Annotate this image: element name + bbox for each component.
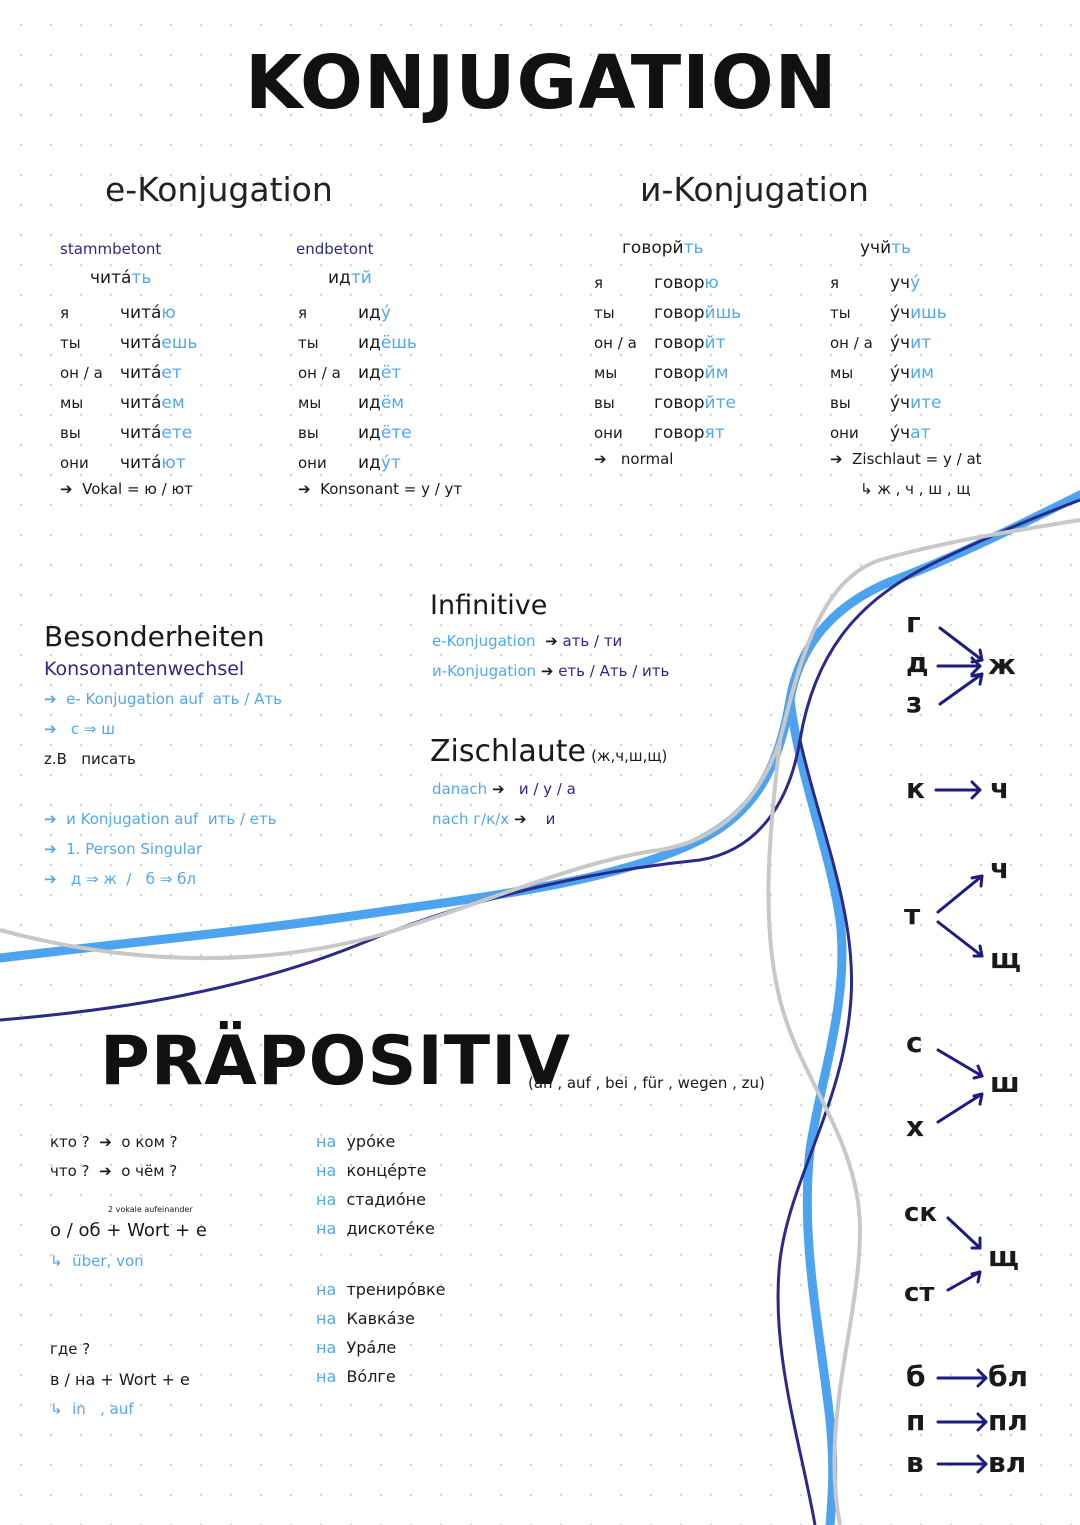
na-list-2 — [316, 1280, 446, 1396]
text: о чём ? — [121, 1162, 178, 1180]
na-phrase — [316, 1161, 435, 1190]
arrow-icon: ➔ — [60, 480, 73, 498]
arrow-icon: ➔ — [540, 662, 554, 680]
text: в / на — [50, 1370, 96, 1389]
formula-v-na-note — [50, 1400, 134, 1418]
verb-stem: ид — [358, 423, 381, 443]
uchit-verb — [860, 238, 911, 258]
shift-k: к — [906, 772, 926, 805]
arrow-icon: ➔ — [44, 810, 57, 828]
note-text: Konsonant = у / ут — [320, 480, 463, 498]
besonder-line-5: ➔ д ⇒ ж / б ⇒ бл — [44, 870, 196, 888]
arrow-icon: ➔ — [830, 450, 843, 468]
infinitive-e — [432, 632, 622, 650]
verb-stem: ид — [358, 303, 381, 323]
shift-zh: ж — [988, 648, 1016, 681]
noun: Урáле — [346, 1338, 397, 1357]
verb-stem: ид — [358, 393, 381, 413]
verb-ending: ть — [683, 238, 704, 258]
shift-v: в — [906, 1446, 924, 1479]
shift-kh: х — [906, 1110, 925, 1143]
verb-stem: говор — [654, 303, 705, 323]
note-text: Zischlaut = у / at — [852, 450, 982, 468]
endbetont-note — [298, 480, 462, 498]
conjugation-row — [594, 358, 741, 388]
pronoun: они — [60, 454, 89, 472]
arrow-icon: ➔ — [545, 632, 558, 650]
page-title: KONJUGATION — [245, 40, 838, 126]
shift-ch: ч — [990, 772, 1010, 805]
formula-v-na — [50, 1370, 190, 1389]
besonder-line-1 — [44, 690, 282, 708]
verb-stem: ид — [328, 268, 351, 288]
uchit-note-2: ↳ ж , ч , ш , щ — [860, 480, 971, 498]
zisch-nach — [432, 810, 555, 828]
verb-stem: говор — [654, 423, 705, 443]
na-phrase — [316, 1280, 446, 1309]
infinitive-heading: Infinitive — [430, 590, 548, 621]
verb-stem: учй — [860, 238, 892, 258]
praepositiv-heading: PRÄPOSITIV — [100, 1022, 572, 1101]
text: и-Konjugation — [432, 662, 537, 680]
conjugation-row — [60, 298, 197, 328]
besonder-line-2 — [44, 720, 115, 738]
verb-stem: говор — [654, 363, 705, 383]
preposition-na: на — [316, 1367, 337, 1386]
verb-stem: ид — [358, 453, 381, 473]
shift-z: з — [906, 686, 923, 719]
na-list-1 — [316, 1132, 435, 1248]
preposition-na: на — [316, 1338, 337, 1357]
conjugation-row — [830, 268, 947, 298]
verb-ending: ют — [161, 453, 186, 473]
question-kto — [50, 1133, 178, 1151]
verb-ending: ите — [910, 393, 942, 413]
text: + Wort + е — [106, 1220, 207, 1241]
verb-ending: ят — [704, 423, 725, 443]
text: + Wort + е — [100, 1370, 190, 1389]
verb-stem: ýч — [890, 423, 911, 443]
e-konjugation-heading: e-Konjugation — [105, 170, 333, 209]
verb-ending: ý — [380, 303, 391, 323]
stammbetont-label: stammbetont — [60, 240, 162, 258]
verb-stem: ýч — [890, 303, 911, 323]
pronoun: они — [830, 424, 859, 442]
conjugation-row — [830, 298, 947, 328]
arrow-icon: ➔ — [44, 690, 57, 708]
text: in — [72, 1400, 86, 1418]
verb-ending: ём — [380, 393, 405, 413]
pronoun: ты — [298, 334, 319, 352]
uchit-table — [830, 268, 947, 448]
shift-shch: щ — [990, 942, 1021, 975]
shift-st: ст — [904, 1278, 935, 1308]
na-phrase — [316, 1219, 435, 1248]
pronoun: ты — [60, 334, 81, 352]
endbetont-table — [298, 298, 417, 478]
text: б ⇒ бл — [145, 870, 196, 888]
arrow-icon: ➔ — [513, 810, 527, 828]
na-phrase — [316, 1367, 446, 1396]
conjugation-row — [830, 418, 947, 448]
praepositiv-prepositions: (an , auf , bei , für , wegen , zu) — [528, 1074, 765, 1092]
return-arrow-icon: ↳ — [50, 1400, 63, 1418]
verb-ending: ý — [910, 273, 921, 293]
conjugation-row — [830, 328, 947, 358]
conjugation-row — [60, 358, 197, 388]
conjugation-row — [60, 418, 197, 448]
preposition-na: на — [316, 1219, 337, 1238]
pronoun: он / а — [830, 334, 873, 352]
verb-ending: ем — [161, 393, 185, 413]
shift-sk: ск — [904, 1198, 938, 1228]
verb-stem: читá — [120, 303, 162, 323]
verb-ending: ете — [161, 423, 193, 443]
verb-ending: ёшь — [380, 333, 417, 353]
govorit-table — [594, 268, 741, 448]
conjugation-row — [298, 298, 417, 328]
noun: дискотéке — [346, 1219, 435, 1238]
verb-ending: йте — [704, 393, 736, 413]
shift-ch2: ч — [990, 852, 1010, 885]
text: danach — [432, 780, 488, 798]
text: e- Konjugation auf — [66, 690, 204, 708]
noun: урóке — [346, 1132, 396, 1151]
pronoun: я — [298, 304, 308, 322]
conjugation-row — [594, 268, 741, 298]
arrow-icon: ➔ — [594, 450, 607, 468]
text: о / об — [50, 1220, 101, 1241]
verb-ending: ёте — [380, 423, 412, 443]
conjugation-row — [594, 388, 741, 418]
pronoun: мы — [830, 364, 854, 382]
return-arrow-icon: ↳ — [50, 1252, 63, 1270]
note-text: normal — [620, 450, 674, 468]
verb-ending: йшь — [704, 303, 742, 323]
question-gde: где ? — [50, 1340, 91, 1358]
shift-t: т — [904, 898, 921, 931]
verb-stem: говор — [654, 393, 705, 413]
verb-ending: ýт — [380, 453, 401, 473]
shift-b: б — [906, 1360, 926, 1393]
arrow-icon: ➔ — [99, 1133, 112, 1151]
shift-s: с — [906, 1026, 923, 1059]
shift-d: д — [906, 646, 929, 679]
endbetont-label: endbetont — [296, 240, 374, 258]
pronoun: ты — [594, 304, 615, 322]
shift-shch2: щ — [988, 1240, 1019, 1273]
verb-ending: им — [910, 363, 934, 383]
pronoun: он / а — [594, 334, 637, 352]
stammbetont-note — [60, 480, 193, 498]
pronoun: ты — [830, 304, 851, 322]
na-phrase — [316, 1309, 446, 1338]
conjugation-row — [298, 328, 417, 358]
formula-o-ob — [50, 1220, 207, 1241]
noun: тренирóвке — [346, 1280, 446, 1299]
text: 1. Person Singular — [66, 840, 203, 858]
conjugation-row — [60, 448, 197, 478]
pronoun: вы — [60, 424, 81, 442]
verb-ending: ть — [131, 268, 152, 288]
shift-sh: ш — [990, 1066, 1020, 1099]
pronoun: вы — [830, 394, 851, 412]
pronoun: они — [298, 454, 327, 472]
text: с ⇒ ш — [70, 720, 115, 738]
text: и / у / а — [518, 780, 576, 798]
pronoun: мы — [60, 394, 84, 412]
verb-stem: читá — [120, 363, 162, 383]
formula-o-ob-note — [50, 1252, 144, 1270]
noun: Вóлге — [346, 1367, 396, 1386]
pronoun: они — [594, 424, 623, 442]
govorit-note — [594, 450, 673, 468]
conjugation-row — [298, 418, 417, 448]
preposition-na: на — [316, 1280, 337, 1299]
verb-stem: читá — [120, 333, 162, 353]
verb-stem: читá — [120, 423, 162, 443]
infinitive-i — [432, 662, 669, 680]
verb-stem: ýч — [890, 333, 911, 353]
na-phrase — [316, 1190, 435, 1219]
pronoun: он / а — [298, 364, 341, 382]
conjugation-row — [298, 388, 417, 418]
uchit-note — [830, 450, 982, 468]
text: e-Konjugation — [432, 632, 536, 650]
shift-g: г — [906, 606, 921, 639]
arrow-icon: ➔ — [491, 780, 505, 798]
verb-stem: ýч — [890, 393, 911, 413]
verb-stem: говор — [654, 333, 705, 353]
conjugation-row — [594, 298, 741, 328]
verb-stem: читá — [90, 268, 132, 288]
besonder-line-3 — [44, 810, 277, 828]
verb-ending: ю — [704, 273, 719, 293]
verb-ending: ат — [910, 423, 931, 443]
text: über, von — [72, 1252, 144, 1270]
i-konjugation-heading: и-Konjugation — [640, 170, 869, 209]
noun: Кавкáзе — [346, 1309, 415, 1328]
text: nach г/к/х — [432, 810, 510, 828]
verb-ending: ть — [891, 238, 912, 258]
text: о ком ? — [121, 1133, 178, 1151]
text: писать — [81, 750, 136, 768]
besonder-line-4 — [44, 840, 202, 858]
besonder-example — [44, 750, 136, 768]
stammbetont-verb — [90, 268, 151, 288]
na-phrase — [316, 1338, 446, 1367]
conjugation-row — [594, 418, 741, 448]
shift-bl: бл — [988, 1360, 1029, 1393]
verb-ending: ет — [161, 363, 182, 383]
verb-ending: ишь — [910, 303, 947, 323]
question-chto — [50, 1162, 177, 1180]
conjugation-row — [298, 448, 417, 478]
text: ить / еть — [207, 810, 277, 828]
pronoun: он / а — [60, 364, 103, 382]
text: , auf — [100, 1400, 134, 1418]
verb-ending: йт — [704, 333, 726, 353]
arrow-icon: ➔ — [44, 720, 57, 738]
verb-stem: говор — [654, 273, 705, 293]
verb-ending: ёт — [380, 363, 402, 383]
text: (ж,ч,ш,щ) — [591, 747, 668, 765]
conjugation-row — [830, 358, 947, 388]
preposition-na: на — [316, 1190, 337, 1209]
note-text: Vokal = ю / ют — [82, 480, 193, 498]
preposition-na: на — [316, 1161, 337, 1180]
verb-ending: йм — [704, 363, 729, 383]
shift-pl: пл — [988, 1404, 1028, 1437]
noun: концéрте — [346, 1161, 427, 1180]
verb-stem: ид — [358, 363, 381, 383]
verb-ending: ю — [161, 303, 176, 323]
shift-p: п — [906, 1404, 926, 1437]
conjugation-row — [830, 388, 947, 418]
shift-vl: вл — [988, 1446, 1027, 1479]
pronoun: вы — [594, 394, 615, 412]
text: что ? — [50, 1162, 90, 1180]
text: и — [545, 810, 556, 828]
verb-stem: читá — [120, 453, 162, 473]
besonderheiten-heading: Besonderheiten — [44, 620, 265, 653]
text: еть / Ать / ить — [558, 662, 670, 680]
text: ать / Ать — [212, 690, 282, 708]
pronoun: мы — [594, 364, 618, 382]
text: Zischlaute — [430, 734, 586, 769]
verb-ending: ит — [910, 333, 932, 353]
zisch-danach — [432, 780, 576, 798]
verb-stem: говорй — [622, 238, 684, 258]
pronoun: мы — [298, 394, 322, 412]
zischlaute-heading — [430, 734, 667, 769]
konsonantenwechsel-label: Konsonantenwechsel — [44, 658, 245, 680]
arrow-icon: ➔ — [99, 1162, 112, 1180]
verb-stem: уч — [890, 273, 911, 293]
preposition-na: на — [316, 1309, 337, 1328]
arrow-icon: ➔ — [298, 480, 311, 498]
conjugation-row — [298, 358, 417, 388]
text: д ⇒ ж — [70, 870, 117, 888]
govorit-verb — [622, 238, 704, 258]
na-phrase — [316, 1132, 435, 1161]
pronoun: я — [830, 274, 840, 292]
endbetont-verb — [328, 268, 372, 288]
verb-stem: читá — [120, 393, 162, 413]
verb-ending: тй — [350, 268, 372, 288]
text: кто ? — [50, 1133, 90, 1151]
pronoun: вы — [298, 424, 319, 442]
arrow-icon: ➔ — [44, 840, 57, 858]
vokale-note: 2 vokale aufeinander — [108, 1205, 193, 1214]
preposition-na: на — [316, 1132, 337, 1151]
verb-ending: ешь — [161, 333, 198, 353]
verb-stem: ýч — [890, 363, 911, 383]
text: z.B — [44, 750, 67, 768]
text: и Konjugation auf — [66, 810, 199, 828]
arrow-icon: ➔ — [44, 870, 57, 888]
conjugation-row — [594, 328, 741, 358]
text: ать / ти — [562, 632, 623, 650]
noun: стадиóне — [346, 1190, 426, 1209]
stammbetont-table — [60, 298, 197, 478]
conjugation-row — [60, 328, 197, 358]
pronoun: я — [594, 274, 604, 292]
pronoun: я — [60, 304, 70, 322]
conjugation-row — [60, 388, 197, 418]
verb-stem: ид — [358, 333, 381, 353]
